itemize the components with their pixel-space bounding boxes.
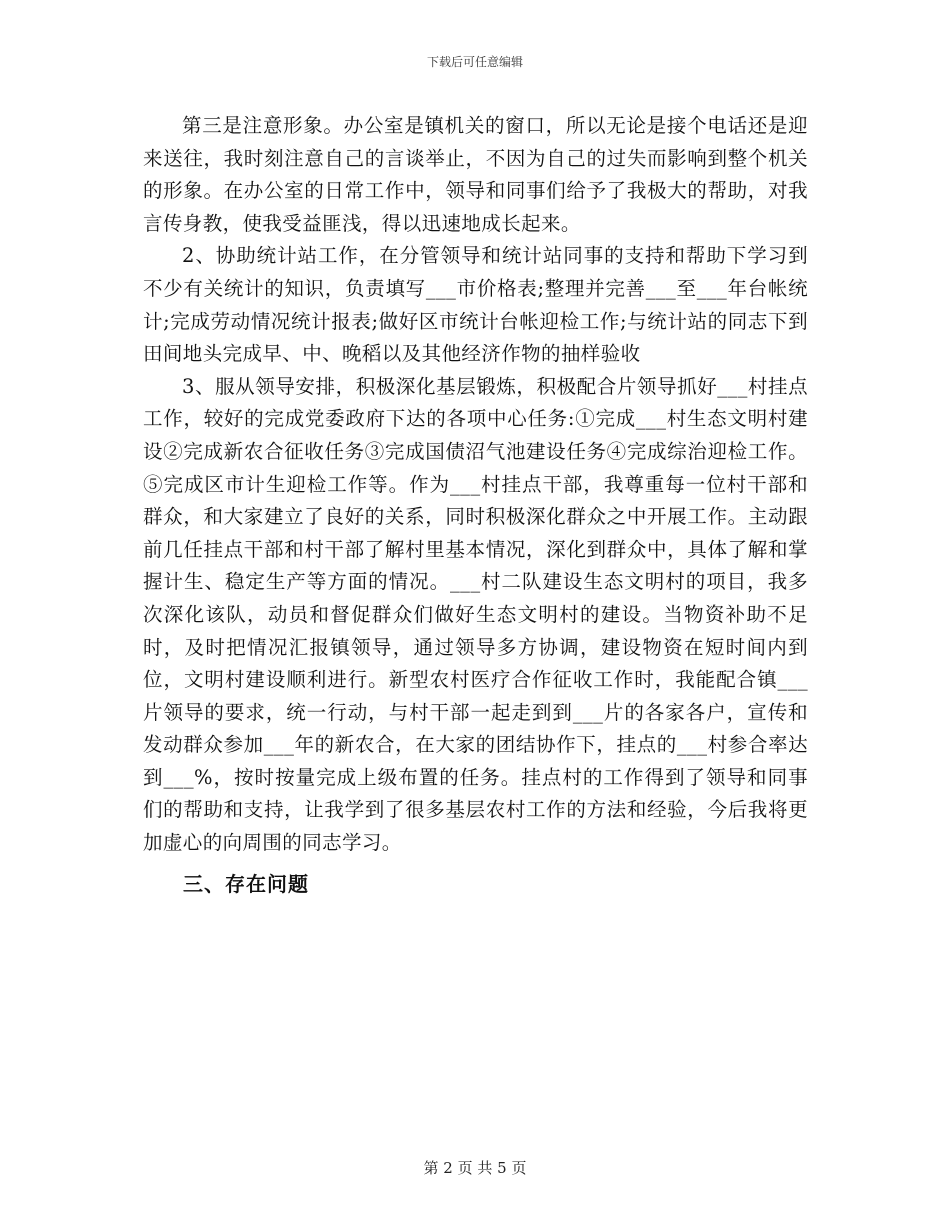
- paragraph-grassroots-work: 3、服从领导安排，积极深化基层锻炼，积极配合片领导抓好___村挂点工作，较好的完成党委政府下达的各项中心任务:①完成___村生态文明村建设②完成新农合征收任务③完成国债沼气池建设任务④完成综治迎检工作。⑤完成区市计生迎检工作等。作为___村挂点干部，我尊重每一位村干部和群众，和大家建立了良好的关系，同时积极深化群众之中开展工作。主动跟前几任挂点干部和村干部了解村里基本情况，深化到群众中，具体了解和掌握计生、稳定生产等方面的情况。___村二队建设生态文明村的项目，我多次深化该队，动员和督促群众们做好生态文明村的建设。当物资补助不足时，及时把情况汇报镇领导，通过领导多方协调，建设物资在短时间内到位，文明村建设顺利进行。新型农村医疗合作征收工作时，我能配合镇___片领导的要求，统一行动，与村干部一起走到到___片的各家各户，宣传和发动群众参加___年的新农合，在大家的团结协作下，挂点的___村参合率达到___%，按时按量完成上级布置的任务。挂点村的工作得到了领导和同事们的帮助和支持，让我学到了很多基层农村工作的方法和经验，今后我将更加虚心的向周围的同志学习。: [143, 374, 808, 855]
- page-number: 第 2 页 共 5 页: [423, 1159, 527, 1177]
- paragraph-statistics-work: 2、协助统计站工作，在分管领导和统计站同事的支持和帮助下学习到不少有关统计的知识，负责填写___市价格表;整理并完善___至___年台帐统计;完成劳动情况统计报表;做好区市统计台帐迎检工作;与统计站的同志下到田间地头完成早、中、晚稻以及其他经济作物的抽样验收: [143, 244, 808, 366]
- section-heading-problems: 三、存在问题: [183, 871, 309, 896]
- document-body: [143, 110, 808, 900]
- paragraph-image-attention: 第三是注意形象。办公室是镇机关的窗口，所以无论是接个电话还是迎来送往，我时刻注意自己的言谈举止，不因为自己的过失而影响到整个机关的形象。在办公室的日常工作中，领导和同事们给予了我极大的帮助，对我言传身教，使我受益匪浅，得以迅速地成长起来。: [143, 114, 808, 235]
- page-header-note: 下载后可任意编辑: [426, 55, 523, 69]
